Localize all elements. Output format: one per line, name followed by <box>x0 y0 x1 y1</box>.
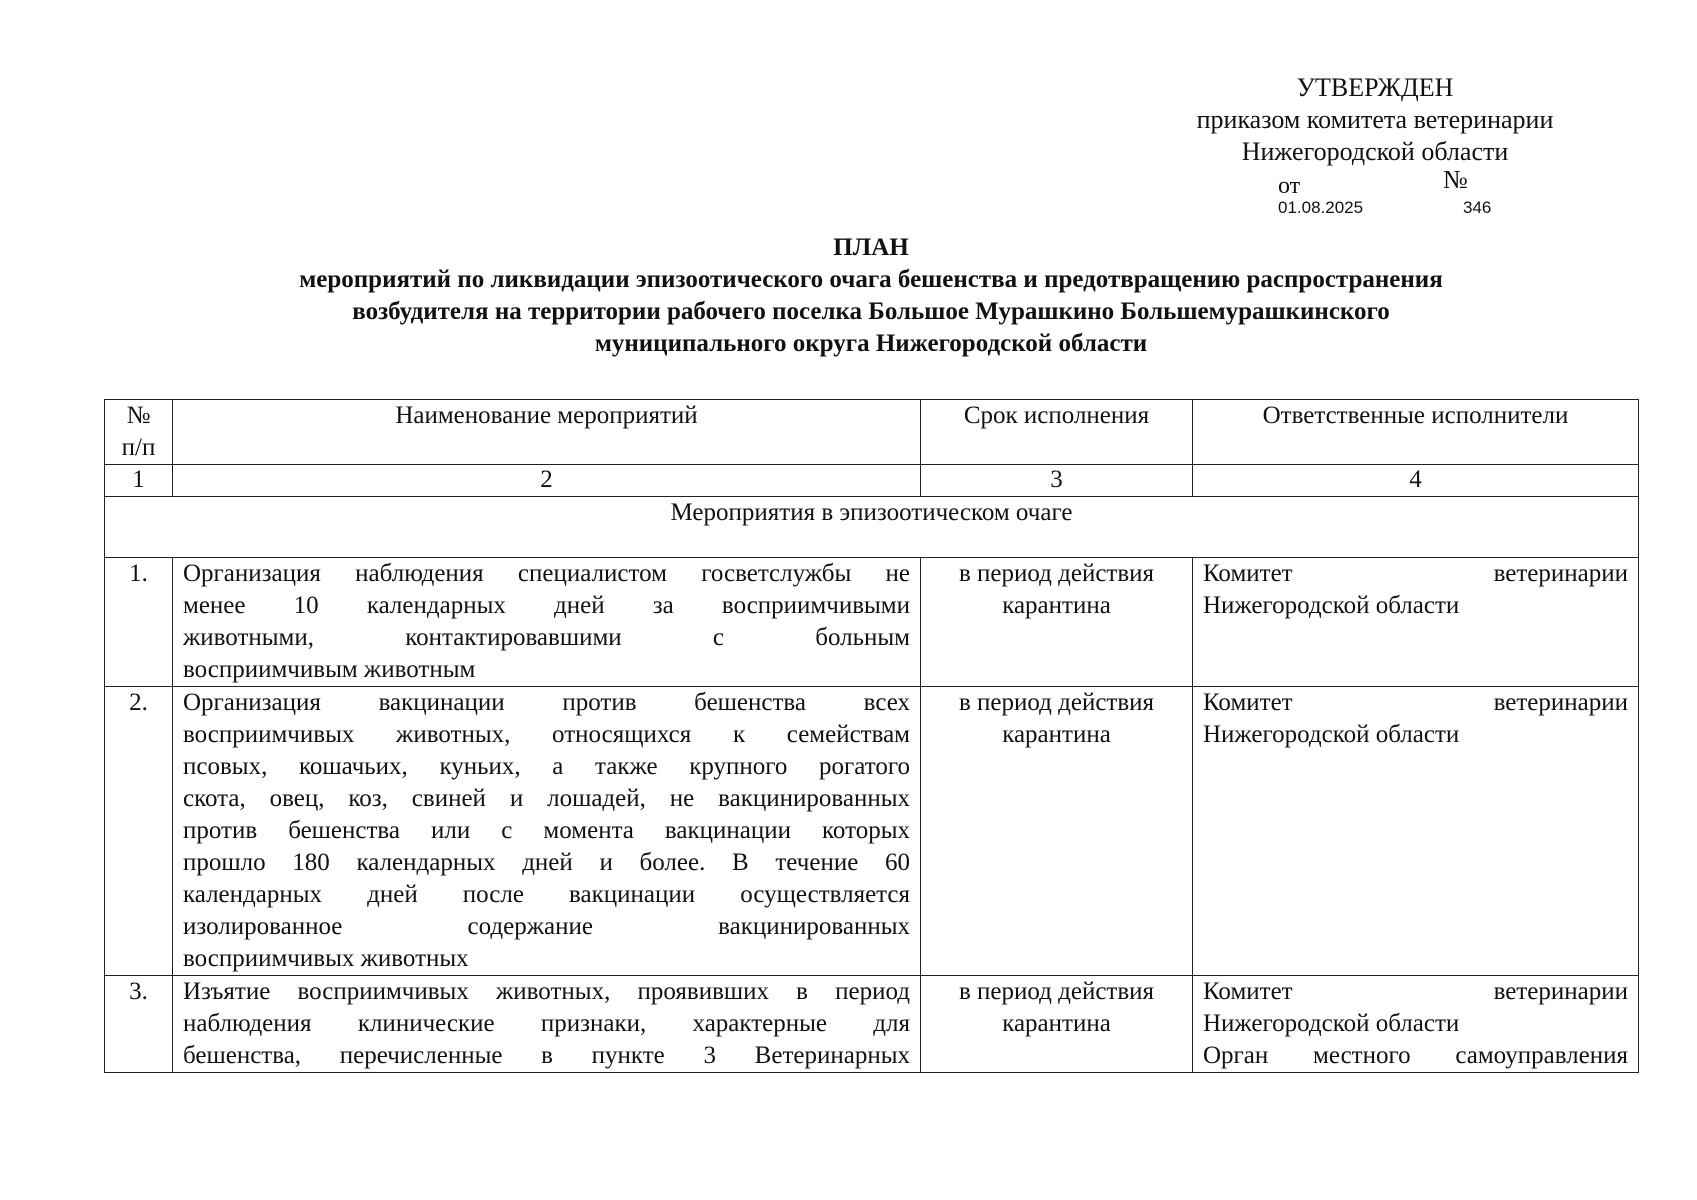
title-line-3: муниципального округа Нижегородской области <box>594 330 1148 357</box>
description-line: изолированное содержание вакцинированных <box>183 913 910 940</box>
table-row <box>105 558 1639 687</box>
description-line: восприимчивых животных <box>183 945 469 972</box>
column-number: 1 <box>105 465 173 497</box>
responsible-line: Орган местного самоуправления <box>1203 1042 1628 1069</box>
row-description <box>173 687 921 976</box>
approval-number-label: № <box>1443 165 1468 194</box>
description-line: Изъятие восприимчивых животных, проявивших в период <box>183 978 910 1005</box>
title-line-1: мероприятий по ликвидации эпизоотического очага бешенства и предотвращению распространения <box>299 266 1443 293</box>
description-line: псовых, кошачьих, куньих, а также крупного рогатого <box>183 753 910 780</box>
term-line: карантина <box>1002 721 1111 748</box>
row-term <box>921 687 1193 976</box>
section-row <box>105 497 1639 558</box>
description-line: бешенства, перечисленные в пункте 3 Ветеринарных <box>183 1042 910 1069</box>
description-line: Организация вакцинации против бешенства всех <box>183 689 910 716</box>
responsible-line: Комитет ветеринарии <box>1203 978 1628 1005</box>
term-line: в период действия <box>958 560 1155 587</box>
approval-date: 01.08.2025 <box>1278 198 1364 217</box>
description-line: наблюдения клинические признаки, характерные для <box>183 1010 910 1037</box>
description-line: календарных дней после вакцинации осуществляется <box>183 881 910 908</box>
header-num <box>105 400 173 465</box>
table-row <box>105 976 1639 1073</box>
header-num-abbr: п/п <box>121 434 156 461</box>
approval-date-row <box>1175 165 1575 220</box>
responsible-line: Комитет ветеринарии <box>1203 560 1628 587</box>
header-name: Наименование мероприятий <box>173 400 921 465</box>
approval-stamp <box>1175 72 1575 220</box>
row-term <box>921 558 1193 687</box>
row-number: 2. <box>105 687 173 976</box>
table-header-row <box>105 400 1639 465</box>
column-number: 3 <box>921 465 1193 497</box>
responsible-line: Нижегородской области <box>1203 592 1460 619</box>
title-line-2: возбудителя на территории рабочего поселка Большое Мурашкино Большемурашкинского <box>352 298 1390 325</box>
section-title: Мероприятия в эпизоотическом очаге <box>105 497 1639 558</box>
description-line: прошло 180 календарных дней и более. В течение 60 <box>183 849 910 876</box>
approval-number: 346 <box>1463 198 1492 217</box>
description-line: восприимчивым животным <box>183 656 476 683</box>
approval-from-label: от <box>1278 173 1301 199</box>
description-line: животными, контактировавшими с больным <box>183 624 910 651</box>
column-numbers-row <box>105 465 1639 497</box>
term-line: в период действия <box>958 689 1155 716</box>
column-number: 2 <box>173 465 921 497</box>
header-term: Срок исполнения <box>921 400 1193 465</box>
row-description <box>173 976 921 1073</box>
row-responsible <box>1193 558 1639 687</box>
title-heading: ПЛАН <box>833 234 909 261</box>
description-line: восприимчивых животных, относящихся к семействам <box>183 721 910 748</box>
row-number: 3. <box>105 976 173 1073</box>
responsible-line: Комитет ветеринарии <box>1203 689 1628 716</box>
row-description <box>173 558 921 687</box>
description-line: скота, овец, коз, свиней и лошадей, не вакцинированных <box>183 785 910 812</box>
description-line: против бешенства или с момента вакцинации которых <box>183 817 910 844</box>
term-line: в период действия <box>958 978 1155 1005</box>
row-term <box>921 976 1193 1073</box>
header-resp: Ответственные исполнители <box>1193 400 1639 465</box>
approval-region-line: Нижегородской области <box>1241 137 1509 166</box>
description-line: Организация наблюдения специалистом госветслужбы не <box>183 560 910 587</box>
row-responsible <box>1193 976 1639 1073</box>
document-title <box>104 232 1638 360</box>
approval-order-line: приказом комитета ветеринарии <box>1196 105 1554 134</box>
row-number: 1. <box>105 558 173 687</box>
header-num-symbol: № <box>126 402 151 429</box>
responsible-line: Нижегородской области <box>1203 721 1460 748</box>
approval-title: УТВЕРЖДЕН <box>1296 73 1454 102</box>
responsible-line: Нижегородской области <box>1203 1010 1460 1037</box>
term-line: карантина <box>1002 1010 1111 1037</box>
plan-table <box>104 399 1639 1073</box>
column-number: 4 <box>1193 465 1639 497</box>
table-row <box>105 687 1639 976</box>
term-line: карантина <box>1002 592 1111 619</box>
description-line: менее 10 календарных дней за восприимчивыми <box>183 592 910 619</box>
row-responsible <box>1193 687 1639 976</box>
